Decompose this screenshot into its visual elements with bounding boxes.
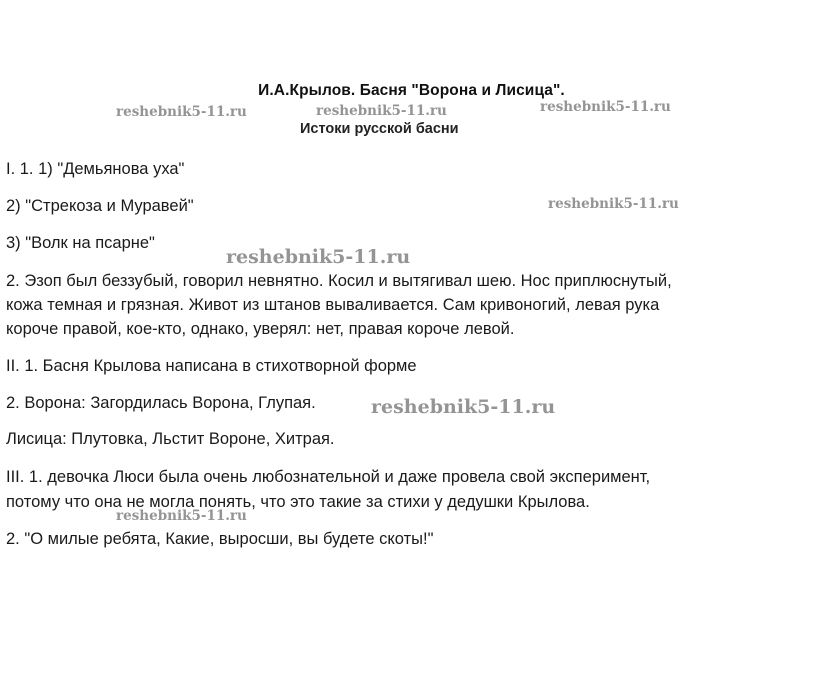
watermark: reshebnik5-11.ru: [116, 104, 247, 120]
document-title: И.А.Крылов. Басня "Ворона и Лисица".: [258, 82, 565, 99]
text-line: III. 1. девочка Люси была очень любознательной и даже провела свой эксперимент,: [6, 468, 651, 486]
watermark: reshebnik5-11.ru: [116, 508, 247, 524]
document-subtitle: Истоки русской басни: [300, 121, 459, 137]
watermark: reshebnik5-11.ru: [316, 103, 447, 119]
text-line: II. 1. Басня Крылова написана в стихотворной форме: [6, 357, 417, 375]
text-line: 2. Ворона: Загордилась Ворона, Глупая.: [6, 394, 316, 412]
text-line: потому что она не могла понять, что это такие за стихи у дедушки Крылова.: [6, 493, 590, 511]
watermark: reshebnik5-11.ru: [548, 196, 679, 212]
text-line: I. 1. 1) "Демьянова уха": [6, 160, 185, 178]
text-line: 2. Эзоп был беззубый, говорил невнятно. Косил и вытягивал шею. Нос приплюснутый,: [6, 272, 672, 290]
text-line: Лисица: Плутовка, Льстит Вороне, Хитрая.: [6, 430, 335, 448]
watermark: reshebnik5-11.ru: [540, 99, 671, 115]
watermark: reshebnik5-11.ru: [226, 246, 411, 268]
text-line: кожа темная и грязная. Живот из штанов вываливается. Сам кривоногий, левая рука: [6, 296, 660, 314]
text-line: короче правой, кое-кто, однако, уверял: нет, правая короче левой.: [6, 320, 515, 338]
text-line: 3) "Волк на псарне": [6, 234, 155, 252]
text-line: 2) "Стрекоза и Муравей": [6, 197, 194, 215]
watermark: reshebnik5-11.ru: [371, 396, 556, 418]
text-line: 2. "О милые ребята, Какие, выросши, вы будете скоты!": [6, 530, 434, 548]
